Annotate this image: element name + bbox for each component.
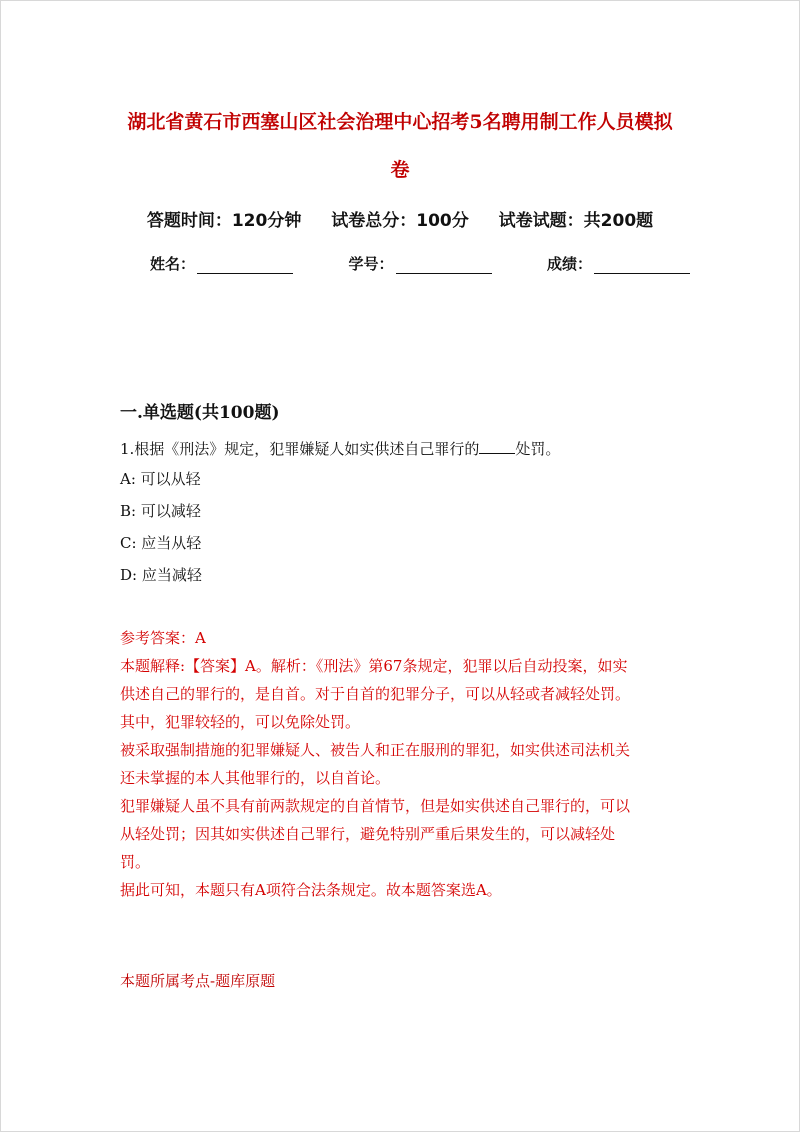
- option-a[interactable]: A: 可以从轻: [120, 470, 201, 488]
- question-text-before: 1.根据《刑法》规定，犯罪嫌疑人如实供述自己罪行的: [120, 440, 480, 458]
- document-title: [120, 98, 680, 194]
- option-d[interactable]: D: 应当减轻: [120, 566, 202, 584]
- grade-label: 成绩：: [546, 255, 592, 273]
- section-heading: 一.单选题(共100题): [120, 403, 280, 423]
- explanation-line: 还未掌握的本人其他罪行的，以自首论。: [120, 769, 391, 787]
- question-options: [120, 466, 202, 594]
- question-blank: [479, 439, 515, 454]
- exam-meta: [0, 206, 800, 231]
- explanation-line: 供述自己的罪行的，是自首。对于自首的犯罪分子，可以从轻或者减轻处罚。: [120, 685, 631, 703]
- explanation-line: 从轻处罚；因其如实供述自己罪行，避免特别严重后果发生的，可以减轻处: [120, 825, 616, 843]
- explanation-line: 犯罪嫌疑人虽不具有前两款规定的自首情节，但是如实供述自己罪行的，可以: [120, 797, 631, 815]
- answer-block: [120, 624, 680, 904]
- reference-answer: 参考答案：A: [120, 629, 206, 647]
- title-line-1: 湖北省黄石市西塞山区社会治理中心招考5名聘用制工作人员模拟: [127, 111, 673, 133]
- name-field[interactable]: [150, 253, 293, 274]
- option-c[interactable]: C: 应当从轻: [120, 534, 202, 552]
- explanation-line: 据此可知，本题只有A项符合法条规定。故本题答案选A。: [120, 881, 502, 899]
- question-text-after: 处罚。: [515, 440, 561, 458]
- option-b[interactable]: B: 可以减轻: [120, 502, 201, 520]
- title-line-2: 卷: [390, 159, 410, 181]
- student-fields: [150, 253, 690, 274]
- exam-question-count: 试卷试题：共200题: [498, 211, 654, 231]
- topic-note: 本题所属考点-题库原题: [120, 972, 276, 990]
- explanation-line: 其中，犯罪较轻的，可以免除处罚。: [120, 713, 361, 731]
- explanation-line: 罚。: [120, 853, 151, 871]
- grade-field[interactable]: [547, 253, 690, 274]
- explanation-line: 被采取强制措施的犯罪嫌疑人、被告人和正在服刑的罪犯，如实供述司法机关: [120, 741, 631, 759]
- exam-total-score: 试卷总分：100分: [331, 211, 469, 231]
- exam-time: 答题时间：120分钟: [146, 211, 302, 231]
- student-id-label: 学号：: [348, 255, 394, 273]
- name-blank[interactable]: [197, 257, 293, 274]
- explanation-line: 本题解释:【答案】A。解析：《刑法》第67条规定，犯罪以后自动投案，如实: [120, 657, 628, 675]
- grade-blank[interactable]: [594, 257, 690, 274]
- student-id-field[interactable]: [348, 253, 491, 274]
- question-stem: [120, 438, 560, 459]
- name-label: 姓名：: [150, 255, 196, 273]
- student-id-blank[interactable]: [396, 257, 492, 274]
